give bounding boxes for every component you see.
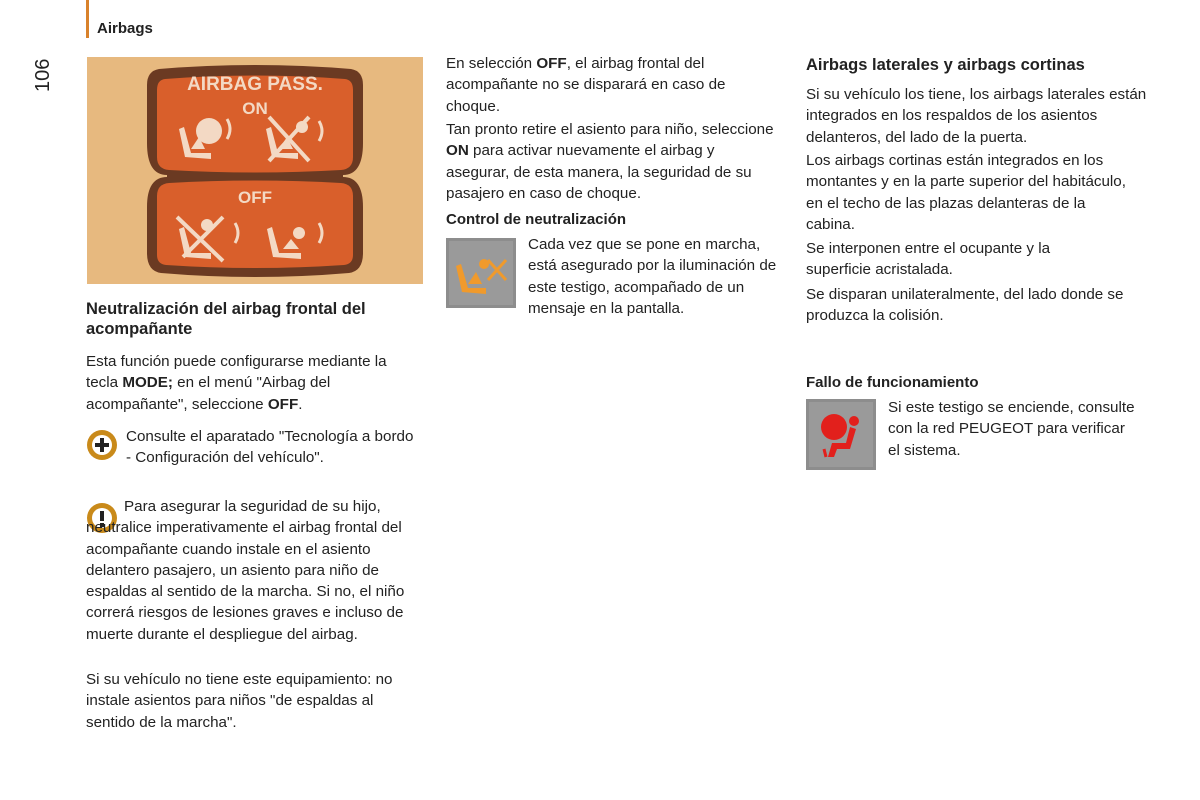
figure-top-label: AIRBAG PASS.: [187, 74, 323, 95]
warning-extra-paragraph: Si su vehículo no tiene este equipamiento: no instale asientos para niños "de espaldas al sentido de la marcha".: [86, 671, 393, 731]
cortinas-paragraph: Los airbags cortinas están integrados en los montantes y en la parte superior del habitáculo, en el techo de las plazas delanteras de la cabina.: [806, 152, 1126, 233]
heading-airbags-laterales: Airbags laterales y airbags cortinas: [806, 56, 1085, 74]
header-accent-bar: [86, 0, 89, 38]
fault-paragraph: Si este testigo se enciende, consulte con la red PEUGEOT para verificar el sistema.: [888, 399, 1135, 459]
airbag-pass-indicator-photo: [87, 57, 423, 284]
figure-off-label: OFF: [238, 188, 272, 207]
airbag-panel-illustration: [87, 57, 423, 284]
airbag-fault-warning-icon: [806, 399, 876, 470]
figure-on-label: ON: [242, 99, 268, 118]
warning-paragraph: Para asegurar la seguridad de su hijo, neutralice imperativamente el airbag frontal del acompañante cuando instale en el asiento delantero pasajero, un asiento para niño de espaldas al sentido de la marcha. Si no, el niño correrá riesgos de lesiones graves e incluso de muerte durante el despliegue del airbag.: [86, 498, 405, 643]
off-selection-paragraph: En selección OFF, el airbag frontal del acompañante no se disparará en caso de choque.: [446, 55, 726, 115]
airbag-off-indicator-icon: [446, 238, 516, 308]
heading-control-neutralizacion: Control de neutralización: [446, 211, 627, 228]
disparan-paragraph: Se disparan unilateralmente, del lado donde se produzca la colisión.: [806, 286, 1124, 325]
heading-fallo: Fallo de funcionamiento: [806, 374, 979, 391]
control-paragraph: Cada vez que se pone en marcha, está asegurado por la iluminación de este testigo, acompañado de un mensaje en la pantalla.: [528, 236, 777, 317]
interponen-paragraph: Se interponen entre el ocupante y la superficie acristalada.: [806, 240, 1051, 279]
heading-neutralizacion: Neutralización del airbag frontal del acompañante: [86, 300, 366, 338]
info-plus-icon: [86, 429, 118, 461]
laterales-paragraph: Si su vehículo los tiene, los airbags laterales están integrados en los respaldos de los asientos delanteros, del lado de la puerta.: [806, 86, 1147, 146]
page-number: 106: [32, 58, 54, 92]
section-title: Airbags: [97, 20, 153, 37]
info-note: Consulte el aparatado "Tecnología a bordo - Configuración del vehículo".: [126, 428, 414, 467]
intro-paragraph: Esta función puede configurarse mediante la tecla MODE; en el menú "Airbag del acompañante", seleccione OFF.: [86, 353, 387, 413]
on-selection-paragraph: Tan pronto retire el asiento para niño, seleccione ON para activar nuevamente el airbag y asegurar, de esta manera, la seguridad de su pasajero en caso de choque.: [446, 121, 774, 202]
